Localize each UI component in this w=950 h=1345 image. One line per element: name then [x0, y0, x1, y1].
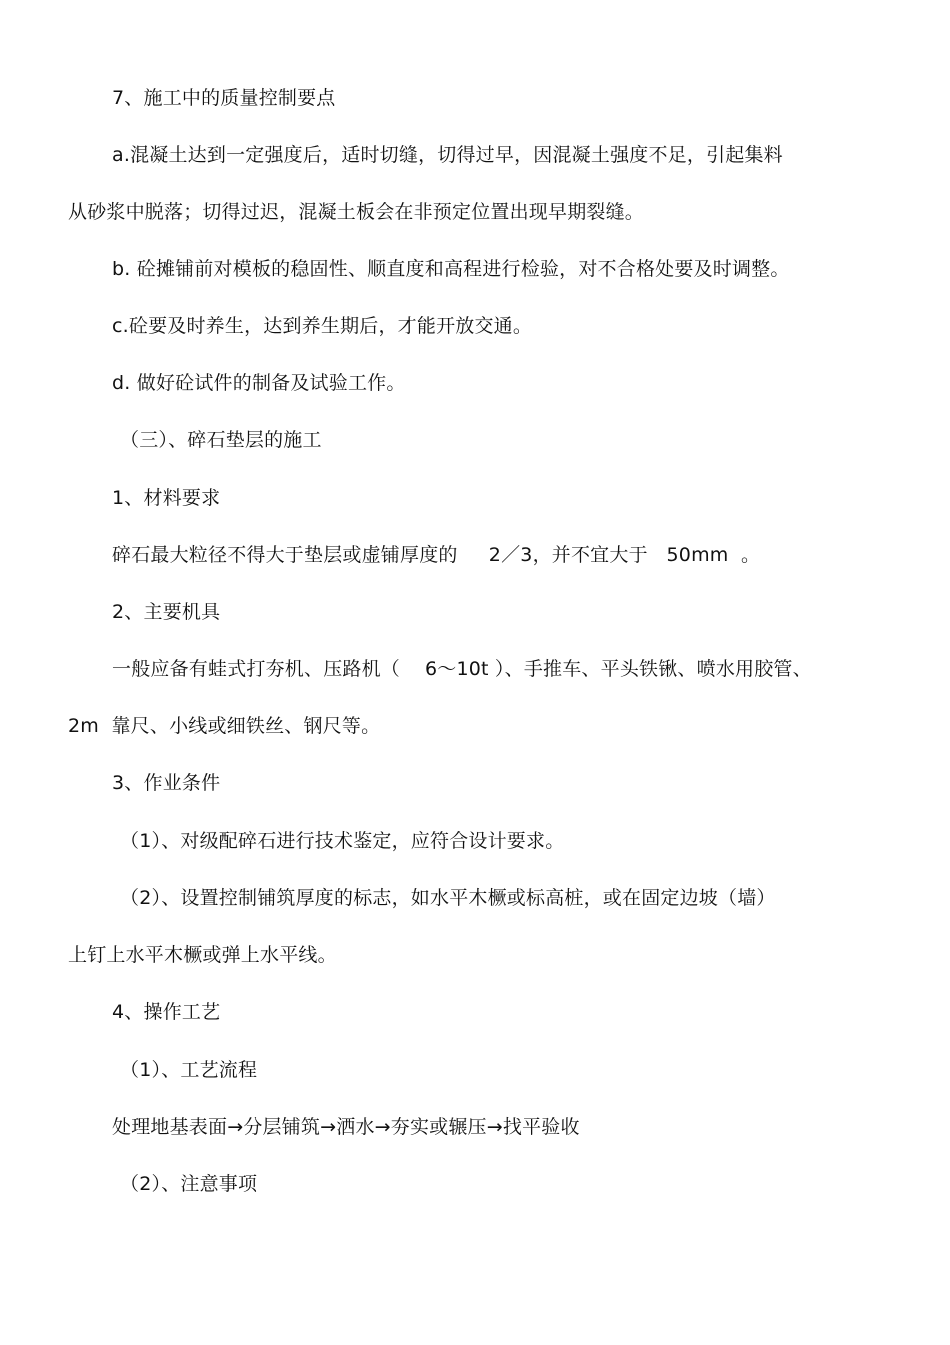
heading-conditions: 3、作业条件	[112, 772, 221, 794]
paragraph-equipment-line-2: 2m 靠尺、小线或细铁丝、钢尺等。	[68, 715, 381, 737]
heading-equipment: 2、主要机具	[112, 601, 221, 623]
section-heading-gravel: （三）、碎石垫层的施工	[120, 429, 322, 451]
heading-process-flow: （1）、工艺流程	[120, 1059, 258, 1081]
paragraph-equipment-line-1: 一般应备有蛙式打夯机、压路机（ 6～10t ）、手推车、平头铁锹、喷水用胶管、	[112, 658, 812, 680]
heading-notes: （2）、注意事项	[120, 1173, 258, 1195]
heading-process: 4、操作工艺	[112, 1001, 221, 1023]
paragraph-a-line-2: 从砂浆中脱落；切得过迟，混凝土板会在非预定位置出现早期裂缝。	[68, 201, 645, 223]
paragraph-c: c.砼要及时养生，达到养生期后，才能开放交通。	[112, 315, 533, 337]
paragraph-d: d. 做好砼试件的制备及试验工作。	[112, 372, 406, 394]
paragraph-condition-2-line-2: 上钉上水平木橛或弹上水平线。	[68, 944, 337, 966]
paragraph-a-line-1: a.混凝土达到一定强度后，适时切缝，切得过早，因混凝土强度不足，引起集料	[112, 144, 783, 166]
paragraph-material: 碎石最大粒径不得大于垫层或虚铺厚度的 2／3，并不宜大于 50mm 。	[112, 544, 761, 566]
heading-material: 1、材料要求	[112, 487, 221, 509]
paragraph-condition-2-line-1: （2）、设置控制铺筑厚度的标志，如水平木橛或标高桩，或在固定边坡（墙）	[120, 887, 776, 909]
paragraph-b: b. 砼摊铺前对模板的稳固性、顺直度和高程进行检验，对不合格处要及时调整。	[112, 258, 790, 280]
paragraph-condition-1: （1）、对级配碎石进行技术鉴定，应符合设计要求。	[120, 830, 565, 852]
paragraph-process-flow: 处理地基表面→分层铺筑→洒水→夯实或辗压→找平验收	[112, 1116, 580, 1138]
heading-quality-control: 7、施工中的质量控制要点	[112, 87, 336, 109]
